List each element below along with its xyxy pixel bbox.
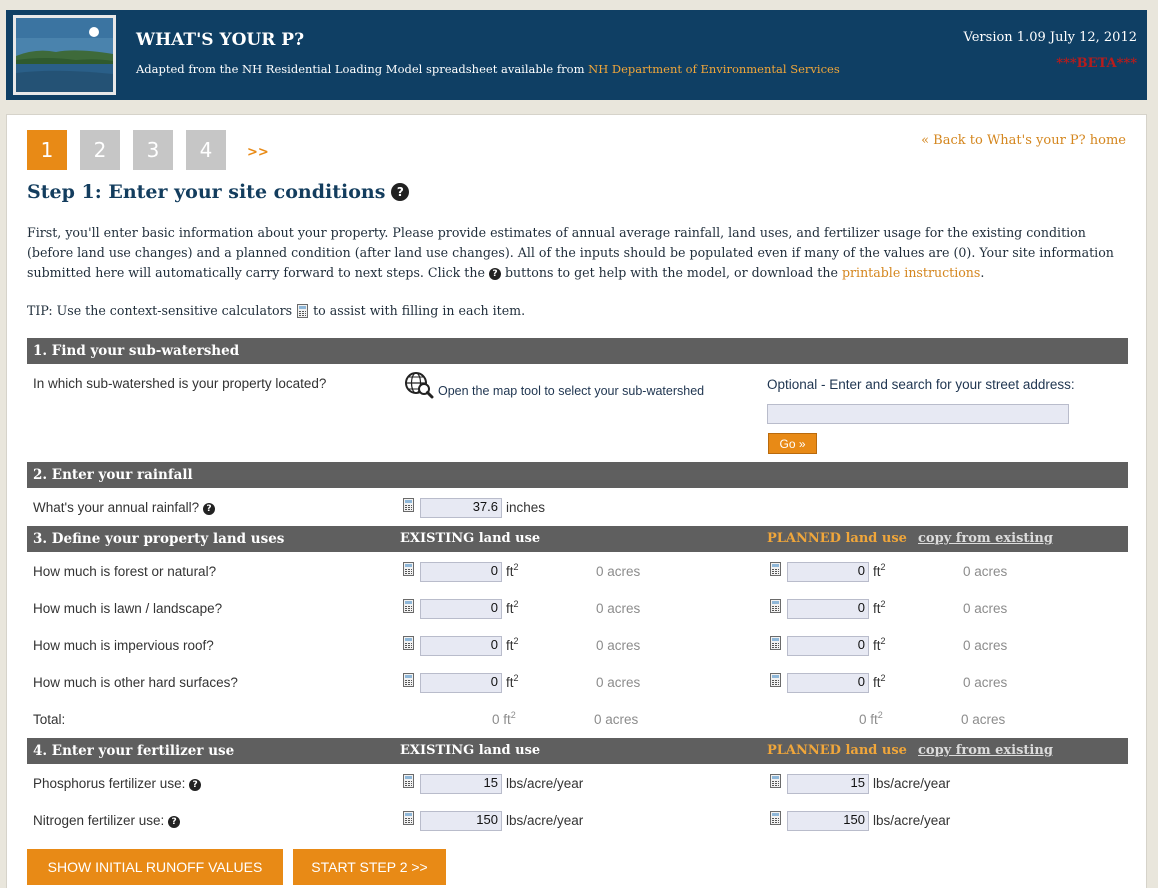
phosphorus-planned-unit: lbs/acre/year (873, 776, 951, 791)
calculator-icon[interactable] (403, 562, 414, 576)
next-step-link[interactable]: >> (247, 145, 269, 160)
subtitle-text: Adapted from the NH Residential Loading Model spreadsheet available from (136, 62, 585, 76)
intro-period: . (980, 265, 985, 280)
calculator-icon[interactable] (770, 774, 781, 788)
total-label: Total: (33, 712, 66, 727)
hard-surfaces-existing-acres: 0 acres (596, 675, 641, 690)
phosphorus-existing-input[interactable]: 15 (420, 774, 502, 794)
unit-sup: 2 (513, 673, 519, 683)
roof-planned-acres: 0 acres (963, 638, 1008, 653)
forest-planned-input[interactable]: 0 (787, 562, 869, 582)
total-existing-acres: 0 acres (594, 712, 639, 727)
unit-ft: ft (506, 638, 514, 653)
app-header (6, 10, 1147, 100)
calculator-icon[interactable] (403, 774, 414, 788)
section-bar-fertilizer (27, 738, 1128, 764)
planned-header: PLANNED land use (767, 531, 907, 546)
printable-instructions-link[interactable]: printable instructions (841, 265, 981, 280)
unit-ft: ft (506, 675, 514, 690)
forest-planned-acres: 0 acres (963, 564, 1008, 579)
unit-ft: ft (873, 638, 881, 653)
calculator-icon[interactable] (770, 562, 781, 576)
rainfall-input[interactable]: 37.6 (420, 498, 502, 518)
nitrogen-label-text: Nitrogen fertilizer use: (33, 813, 165, 828)
lake-logo-image (13, 15, 116, 95)
help-icon[interactable]: ? (168, 816, 180, 828)
roof-label: How much is impervious roof? (33, 638, 214, 653)
total-existing-ft-value: 0 ft (492, 712, 511, 727)
calculator-icon[interactable] (770, 811, 781, 825)
calculator-icon[interactable] (403, 599, 414, 613)
globe-search-icon[interactable] (404, 371, 434, 399)
beta-label: ***BETA*** (1056, 56, 1137, 71)
total-planned-ft (859, 710, 883, 727)
area-unit (873, 673, 886, 690)
unit-sup: 2 (880, 636, 886, 646)
help-icon: ? (489, 268, 501, 280)
unit-sup: 2 (880, 673, 886, 683)
step-tab-4[interactable]: 4 (186, 130, 226, 170)
forest-existing-acres: 0 acres (596, 564, 641, 579)
forest-existing-input[interactable]: 0 (420, 562, 502, 582)
copy-from-existing-link[interactable]: copy from existing (918, 531, 1053, 546)
section-title: 1. Find your sub-watershed (33, 343, 240, 359)
rainfall-unit: inches (506, 500, 546, 515)
rainfall-question (33, 500, 215, 515)
unit-ft: ft (873, 564, 881, 579)
roof-existing-input[interactable]: 0 (420, 636, 502, 656)
area-unit (506, 599, 519, 616)
calculator-icon[interactable] (403, 636, 414, 650)
section-bar-land-use (27, 526, 1128, 552)
unit-sup: 2 (877, 710, 883, 720)
calculator-icon[interactable] (403, 673, 414, 687)
roof-planned-input[interactable]: 0 (787, 636, 869, 656)
unit-sup: 2 (880, 599, 886, 609)
help-icon[interactable]: ? (391, 183, 409, 201)
lawn-existing-acres: 0 acres (596, 601, 641, 616)
unit-ft: ft (873, 601, 881, 616)
unit-sup: 2 (510, 710, 516, 720)
main-panel (6, 114, 1147, 888)
phosphorus-label (33, 776, 201, 791)
area-unit (873, 562, 886, 579)
existing-header: EXISTING land use (400, 531, 541, 546)
area-unit (506, 673, 519, 690)
go-button[interactable]: Go » (768, 433, 817, 454)
nitrogen-existing-unit: lbs/acre/year (506, 813, 584, 828)
nitrogen-planned-input[interactable]: 150 (787, 811, 869, 831)
map-tool-link[interactable] (404, 371, 704, 399)
intro-text: First, you'll enter basic information about your property. Please provide estimates of annual average rainfall, land uses, and fertilizer usage for the existing condition (before land use changes) and a planned condition (after land use changes). All of the inputs should be populated even if many of the values are (0). Your site information submitted here will automatically carry forward to next steps. Click the (27, 225, 1114, 280)
area-unit (873, 599, 886, 616)
street-address-input[interactable] (767, 404, 1069, 424)
existing-header: EXISTING land use (400, 743, 541, 758)
unit-ft: ft (506, 564, 514, 579)
help-icon[interactable]: ? (203, 503, 215, 515)
phosphorus-planned-input[interactable]: 15 (787, 774, 869, 794)
hard-surfaces-label: How much is other hard surfaces? (33, 675, 238, 690)
lawn-planned-input[interactable]: 0 (787, 599, 869, 619)
back-home-link[interactable]: « Back to What's your P? home (921, 133, 1126, 148)
unit-sup: 2 (513, 636, 519, 646)
map-tool-link-text[interactable]: Open the map tool to select your sub-watershed (438, 384, 705, 398)
lawn-existing-input[interactable]: 0 (420, 599, 502, 619)
unit-ft: ft (873, 675, 881, 690)
start-step-2-button[interactable]: START STEP 2 >> (293, 849, 446, 885)
section-bar-rainfall (27, 462, 1128, 488)
total-existing-ft (492, 710, 516, 727)
unit-ft: ft (506, 601, 514, 616)
unit-sup: 2 (513, 599, 519, 609)
calculator-icon[interactable] (770, 636, 781, 650)
nitrogen-existing-input[interactable]: 150 (420, 811, 502, 831)
nitrogen-label (33, 813, 180, 828)
lawn-planned-acres: 0 acres (963, 601, 1008, 616)
unit-sup: 2 (513, 562, 519, 572)
page-title (27, 181, 409, 203)
intro-text-2: buttons to get help with the model, or download the (504, 265, 838, 280)
page-title-text: Step 1: Enter your site conditions (27, 181, 386, 203)
area-unit (506, 562, 519, 579)
step-tab-3[interactable]: 3 (133, 130, 173, 170)
intro-paragraph (27, 223, 1132, 283)
forest-label: How much is forest or natural? (33, 564, 217, 579)
tip-before: TIP: Use the context-sensitive calculators (27, 303, 293, 318)
app-subtitle (136, 62, 840, 76)
nh-des-link[interactable]: NH Department of Environmental Services (588, 62, 840, 76)
step-tab-2[interactable]: 2 (80, 130, 120, 170)
unit-sup: 2 (880, 562, 886, 572)
version-label: Version 1.09 July 12, 2012 (963, 30, 1137, 45)
phosphorus-label-text: Phosphorus fertilizer use: (33, 776, 186, 791)
subwatershed-question: In which sub-watershed is your property located? (33, 376, 327, 391)
section-bar-subwatershed (27, 338, 1128, 364)
hard-surfaces-planned-input[interactable]: 0 (787, 673, 869, 693)
calculator-icon[interactable] (770, 673, 781, 687)
total-planned-acres: 0 acres (961, 712, 1006, 727)
section-title: 4. Enter your fertilizer use (33, 743, 235, 759)
section-title: 2. Enter your rainfall (33, 467, 193, 483)
calculator-icon[interactable] (770, 599, 781, 613)
phosphorus-existing-unit: lbs/acre/year (506, 776, 584, 791)
planned-header: PLANNED land use (767, 743, 907, 758)
total-planned-ft-value: 0 ft (859, 712, 878, 727)
lawn-label: How much is lawn / landscape? (33, 601, 223, 616)
step-tab-1[interactable]: 1 (27, 130, 67, 170)
area-unit (506, 636, 519, 653)
tip-text (27, 303, 525, 318)
hard-surfaces-planned-acres: 0 acres (963, 675, 1008, 690)
section-title: 3. Define your property land uses (33, 531, 285, 547)
calculator-icon (297, 304, 308, 318)
calculator-icon[interactable] (403, 498, 414, 512)
copy-from-existing-link[interactable]: copy from existing (918, 743, 1053, 758)
roof-existing-acres: 0 acres (596, 638, 641, 653)
calculator-icon[interactable] (403, 811, 414, 825)
rainfall-question-text: What's your annual rainfall? (33, 500, 200, 515)
hard-surfaces-existing-input[interactable]: 0 (420, 673, 502, 693)
app-title: WHAT'S YOUR P? (136, 30, 305, 50)
nitrogen-planned-unit: lbs/acre/year (873, 813, 951, 828)
area-unit (873, 636, 886, 653)
address-label: Optional - Enter and search for your street address: (767, 377, 1075, 392)
help-icon[interactable]: ? (189, 779, 201, 791)
show-runoff-button[interactable]: SHOW INITIAL RUNOFF VALUES (27, 849, 283, 885)
tip-after: to assist with filling in each item. (313, 303, 526, 318)
